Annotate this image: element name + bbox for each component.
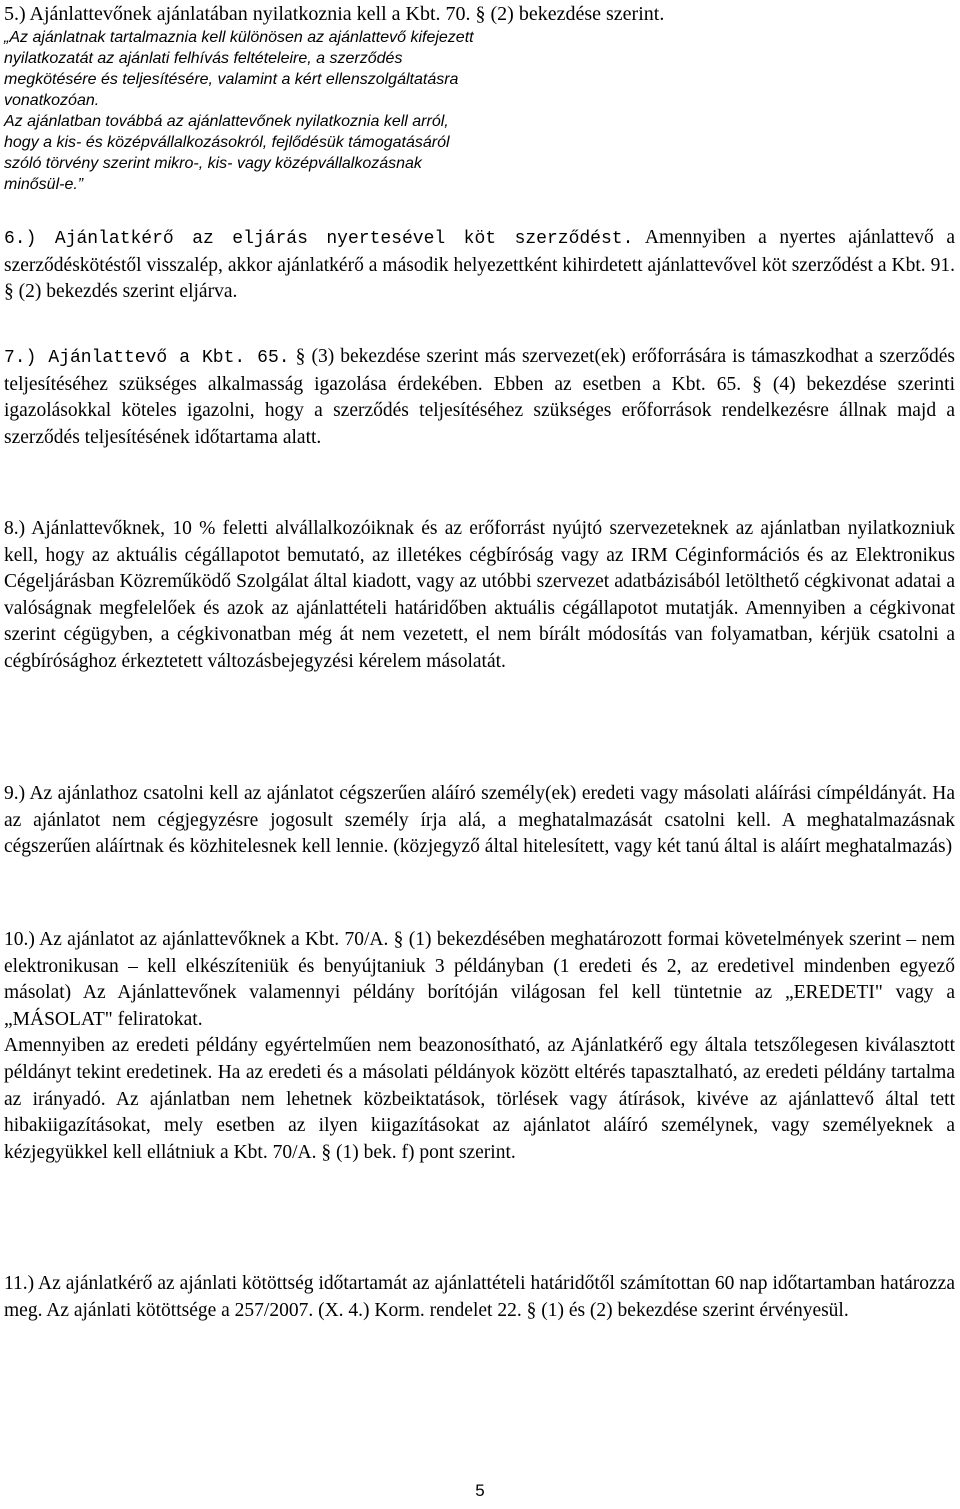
legal-quote (4, 27, 474, 195)
section-10-continuation: Amennyiben az eredeti példány egyértelműen nem beazonosítható, az Ajánlatkérő egy általa tetszőlegesen kiválasztott példányt tekint eredetinek. Ha az eredeti és a másolati példányok között eltérés tapasztalható, az eredeti példány tartalma az irányadó. Az ajánlatban nem lehetnek közbeiktatások, törlések vagy átírások, kivéve az ajánlattevő által tett hibakiigazításokat, mely esetben az ilyen kiigazításokat az ajánlatot aláíró személynek, vagy személyeknek a kézjegyükkel kell ellátniuk a Kbt. 70/A. § (1) bek. f) pont szerint. (4, 1035, 955, 1163)
section-8-text: 8.) Ajánlattevőknek, 10 % feletti alvállalkozóiknak és az erőforrást nyújtó szervezeteknek az ajánlatban nyilatkozniuk kell, hogy az aktuális cégállapotot bemutató, az illetékes cégbíróság vagy az IRM Céginformációs és az Elektronikus Cégeljárásban Közreműködő Szolgálat által kiadott, vagy az utóbbi szervezet adatbázisából letölthető cégkivonat adatai a valóságnak megfelelőek és azok az ajánlattételi határidőben aktuális cégállapotot mutatják. Amennyiben a cégkivonat szerint cégügyben, a cégkivonatban még át nem vezetett, el nem bírált módosítás van folyamatban, kérjük csatolni a cégbírósághoz érkeztetett változásbejegyzési kérelem másolatát. (4, 518, 955, 672)
section-6-lead: 6.) Ajánlatkérő az eljárás nyertesével köt szerződést. (4, 229, 634, 249)
section-7 (4, 344, 955, 451)
section-10-text: 10.) Az ajánlatot az ajánlattevőknek a Kbt. 70/A. § (1) bekezdésében meghatározott formai követelmények szerint – nem elektronikusan – kell elkészíteniük és benyújtaniuk 3 példányban (1 eredeti és 2, az eredetivel mindenben egyező másolat) Az Ajánlattevőnek valamennyi példány borítóján világosan fel kell tüntetnie az „EREDETI" vagy a „MÁSOLAT" feliratokat. (4, 929, 955, 1030)
section-7-lead: 7.) Ajánlattevő a Kbt. 65. (4, 348, 290, 368)
section-9-text: 9.) Az ajánlathoz csatolni kell az ajánlatot cégszerűen aláíró személy(ek) eredeti vagy másolati aláírási címpéldányát. Ha az ajánlatot nem cégjegyzésre jogosult személy írja alá, a meghatalmazását csatolni kell. A meghatalmazásnak cégszerűen aláírtnak és közhitelesnek kell lennie. (közjegyző által hitelesített, vagy két tanú által is aláírt meghatalmazás) (4, 783, 955, 858)
section-11-text: 11.) Az ajánlatkérő az ajánlati kötöttség időtartamát az ajánlattételi határidőtől számítottan 60 nap időtartamban határozza meg. Az ajánlati kötöttsége a 257/2007. (X. 4.) Korm. rendelet 22. § (1) és (2) bekezdése szerint érvényesül. (4, 1273, 955, 1321)
quote-paragraph: „Az ajánlatnak tartalmaznia kell különösen az ajánlattevő kifejezett nyilatkozatát az ajánlati felhívás feltételeire, a szerződés megkötésére és teljesítésére, valamint a kért ellenszolgáltatásra vonatkozóan. (4, 29, 474, 109)
section-7-text: § (3) bekezdése szerint más szervezet(ek) erőforrására is támaszkodhat a szerződés teljesítéséhez szükséges alkalmasság igazolása érdekében. Ebben az esetben a Kbt. 65. § (4) bekezdése szerinti igazolásokkal köteles igazolni, hogy a szerződés teljesítéséhez szükséges erőforrások rendelkezésre állnak majd a szerződés teljesítésének időtartama alatt. (4, 346, 955, 448)
section-9 (4, 781, 955, 861)
section-11 (4, 1271, 955, 1324)
section-10 (4, 927, 955, 1166)
section-5-heading: 5.) Ajánlattevőnek ajánlatában nyilatkoznia kell a Kbt. 70. § (2) bekezdése szerint. (4, 3, 665, 25)
section-6-text: Amennyiben a nyertes ajánlattevő a szerződéskötéstől visszalép, akkor ajánlatkérő a második helyezettként kihirdetett ajánlattevővel köt szerződést a Kbt. 91. § (2) bekezdés szerint eljárva. (4, 227, 955, 303)
section-8 (4, 516, 955, 676)
page-number: 5 (475, 1481, 485, 1500)
section-6 (4, 225, 955, 306)
quote-paragraph: Az ajánlatban továbbá az ajánlattevőnek nyilatkoznia kell arról, hogy a kis- és középvállalkozásokról, fejlődésük támogatásáról szóló törvény szerint mikro-, kis- vagy középvállalkozásnak minősül-e.” (4, 113, 450, 193)
